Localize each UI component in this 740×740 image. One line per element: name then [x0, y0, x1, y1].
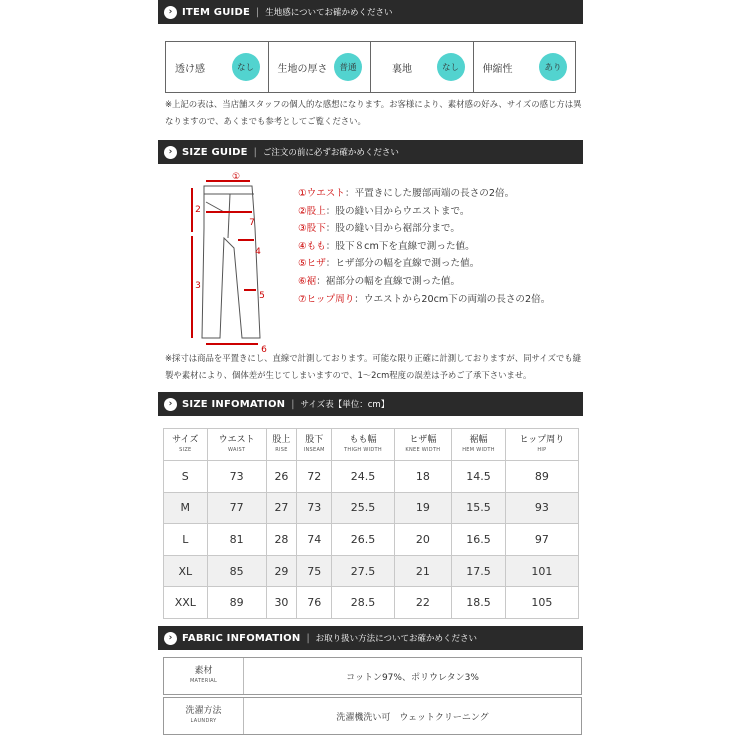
fabric-info-subtitle: お取り扱い方法についてお確かめください — [315, 634, 477, 644]
table-row — [164, 492, 579, 524]
size-guide-subtitle: ご注文の前に必ずお確かめください — [262, 148, 399, 158]
size-info-title: SIZE INFOMATION — [182, 398, 286, 410]
cell: 85 — [207, 555, 266, 587]
item-guide-title: ITEM GUIDE — [182, 6, 250, 18]
cell: 73 — [207, 461, 266, 493]
cell: 105 — [505, 587, 578, 619]
cell: 101 — [505, 555, 578, 587]
cell: 73 — [297, 492, 332, 524]
cell: 77 — [207, 492, 266, 524]
guide-value-badge: あり — [539, 53, 567, 81]
definition-item: ⑤ヒザ：ヒザ部分の幅を直線で測った値。 — [298, 258, 480, 270]
guide-cell-lining — [370, 42, 473, 92]
laundry-value: 洗濯機洗い可 ウェットクリーニング — [336, 712, 489, 723]
diagram-label: 5 — [259, 291, 265, 301]
cell: 15.5 — [452, 492, 506, 524]
cell: 27 — [266, 492, 296, 524]
cell: XXL — [164, 587, 208, 619]
guide-label: 裏地 — [392, 63, 412, 75]
cell: XL — [164, 555, 208, 587]
cell: 27.5 — [332, 555, 394, 587]
cell: 16.5 — [452, 524, 506, 556]
definition-item: ①ウエスト：平置きにした腰部両端の長さの2倍。 — [298, 188, 515, 199]
guide-cell-thickness — [268, 42, 371, 92]
chevron-right-icon: › — [164, 398, 177, 411]
chevron-right-icon: › — [164, 146, 177, 159]
cell: 28 — [266, 524, 296, 556]
item-guide-table — [165, 41, 576, 93]
table-row — [164, 524, 579, 556]
divider: | — [306, 632, 310, 644]
cell: 18 — [394, 461, 452, 493]
col-header: サイズ SIZE — [164, 429, 208, 461]
definition-item: ③股下：股の縫い目から裾部分まで。 — [298, 223, 460, 235]
cell: 21 — [394, 555, 452, 587]
cell: 20 — [394, 524, 452, 556]
fabric-info-title: FABRIC INFOMATION — [182, 632, 301, 644]
diagram-label: 2 — [195, 205, 201, 215]
col-header: ウエスト WAIST — [207, 429, 266, 461]
size-guide-title: SIZE GUIDE — [182, 146, 248, 158]
size-table — [163, 428, 579, 619]
diagram-label: 4 — [255, 247, 261, 257]
size-guide-note: ※採寸は商品を平置きにし、直線で計測しております。可能な限り正確に計測しておりますが、同サイズでも縫製や素材により、個体差が生じてしまいますので、1〜2cm程度の誤差は予めご了承下さいませ。 — [165, 353, 582, 380]
col-header: もも幅 THIGH WIDTH — [332, 429, 394, 461]
cell: 89 — [207, 587, 266, 619]
diagram-label: ① — [231, 172, 241, 182]
guide-cell-sheerness — [166, 42, 268, 92]
definition-item: ⑦ヒップ周り：ウエストから20cm下の両端の長さの2倍。 — [298, 293, 551, 305]
cell: 26.5 — [332, 524, 394, 556]
table-row — [164, 555, 579, 587]
cell: 17.5 — [452, 555, 506, 587]
cell: 22 — [394, 587, 452, 619]
cell: 19 — [394, 492, 452, 524]
guide-cell-stretch — [473, 42, 576, 92]
cell: 81 — [207, 524, 266, 556]
divider: | — [256, 6, 260, 18]
guide-label: 伸縮性 — [482, 63, 513, 75]
col-header: 股下 INSEAM — [297, 429, 332, 461]
size-info-subtitle: サイズ表【単位：cm】 — [300, 400, 390, 410]
cell: M — [164, 492, 208, 524]
guide-value-badge: 普通 — [334, 53, 362, 81]
material-value: コットン97%、ポリウレタン3% — [346, 672, 479, 683]
size-guide-header — [158, 140, 583, 164]
item-guide-subtitle: 生地感についてお確かめください — [265, 8, 393, 18]
cell: 25.5 — [332, 492, 394, 524]
table-row — [164, 587, 579, 619]
chevron-right-icon: › — [164, 632, 177, 645]
fabric-info-header — [158, 626, 583, 650]
size-guide-definitions — [298, 185, 550, 308]
col-header: ヒップ周り HIP — [505, 429, 578, 461]
size-info-header — [158, 392, 583, 416]
col-header: 裾幅 HEM WIDTH — [452, 429, 506, 461]
table-row — [164, 461, 579, 493]
divider: | — [291, 398, 295, 410]
cell: 76 — [297, 587, 332, 619]
cell: 26 — [266, 461, 296, 493]
definition-item: ④もも：股下８cm下を直線で測った値。 — [298, 240, 475, 252]
cell: 14.5 — [452, 461, 506, 493]
guide-value-badge: なし — [437, 53, 465, 81]
guide-label: 生地の厚さ — [277, 63, 328, 75]
cell: 89 — [505, 461, 578, 493]
guide-label: 透け感 — [175, 63, 205, 75]
pants-diagram — [180, 168, 290, 356]
diagram-label: 3 — [195, 281, 201, 291]
material-label: 素材 MATERIAL — [164, 658, 244, 694]
cell: 72 — [297, 461, 332, 493]
definition-item: ⑥裾：裾部分の幅を直線で測った値。 — [298, 275, 461, 287]
cell: S — [164, 461, 208, 493]
cell: 93 — [505, 492, 578, 524]
definition-item: ②股上：股の縫い目からウエストまで。 — [298, 205, 470, 217]
laundry-label: 洗濯方法 LAUNDRY — [164, 698, 244, 734]
col-header: ヒザ幅 KNEE WIDTH — [394, 429, 452, 461]
chevron-right-icon: › — [164, 6, 177, 19]
divider: | — [253, 146, 257, 158]
cell: 28.5 — [332, 587, 394, 619]
diagram-label: 6 — [261, 345, 267, 355]
cell: 24.5 — [332, 461, 394, 493]
guide-value-badge: なし — [232, 53, 260, 81]
cell: 29 — [266, 555, 296, 587]
cell: L — [164, 524, 208, 556]
item-guide-note: ※上記の表は、当店舗スタッフの個人的な感想になります。お客様により、素材感の好み、サイズの感じ方は異なりますので、あくまでも参考としてご覧ください。 — [165, 99, 582, 126]
diagram-label: 7 — [249, 218, 255, 228]
col-header: 股上 RISE — [266, 429, 296, 461]
material-row — [163, 657, 582, 695]
cell: 30 — [266, 587, 296, 619]
cell: 74 — [297, 524, 332, 556]
cell: 75 — [297, 555, 332, 587]
cell: 97 — [505, 524, 578, 556]
laundry-row — [163, 697, 582, 735]
cell: 18.5 — [452, 587, 506, 619]
item-guide-header — [158, 0, 583, 24]
